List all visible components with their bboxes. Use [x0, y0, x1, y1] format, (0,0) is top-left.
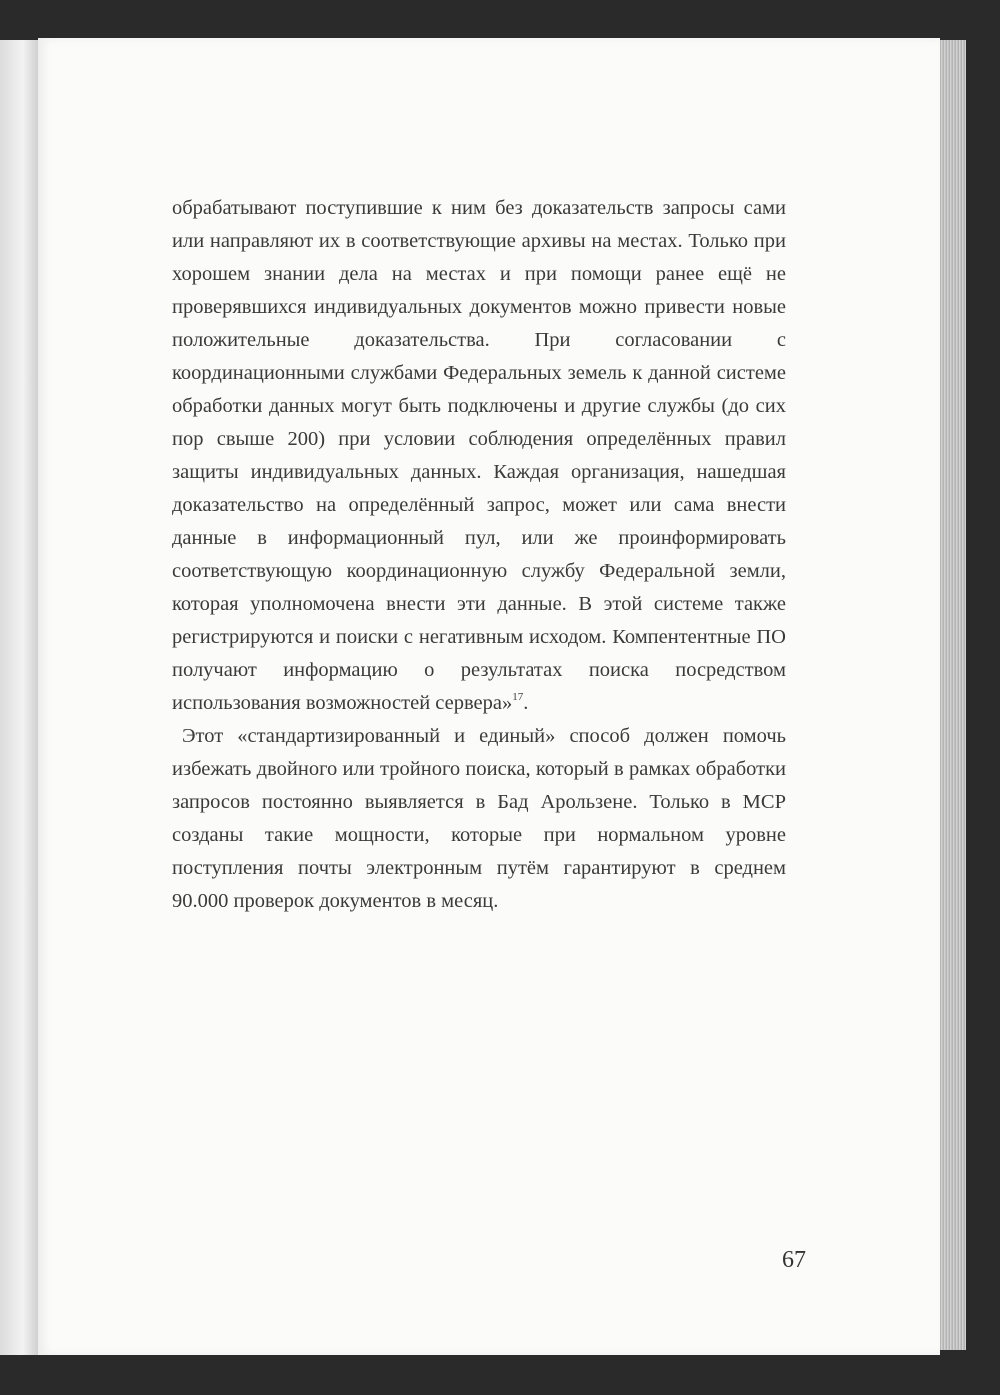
paragraph: Этот «стандартизированный и единый» способ должен помочь избежать двойного или тройного поиска, который в рамках обработки запросов постоянно выявляется в Бад Арользене. Только в МСР созданы такие мощности, которые при нормальном уровне поступления почты электронным путём гарантируют в среднем 90.000 проверок документов в месяц.: [172, 725, 786, 912]
paragraph-text: обрабатывают поступившие к ним без доказательств запросы сами или направляют их в соответствующие архивы на местах. Только при хорошем знании дела на местах и при помощи ранее ещё не проверявшихся индивидуальных документов можно привести новые положительные доказательства. При согласовании с координационными службами Федеральных земель к данной системе обработки данных могут быть подключены и другие службы (до сих пор свыше 200) при условии соблюдения определённых правил защиты индивидуальных данных. Каждая организация, нашедшая доказательство на определённый запрос, может или сама внести данные в информационный пул, или же проинформировать соответствующую координационную службу Федеральной земли, которая уполномочена внести эти данные. В этой системе также регистрируются и поиски с негативным исходом. Компентентные ПО получают информацию о результатах поиска посредством использования возможностей сервера»: [172, 197, 786, 714]
book-page: [38, 38, 940, 1355]
paragraph-continued: [172, 192, 786, 720]
body-text: [172, 192, 786, 918]
paragraph-tail: .: [523, 692, 529, 714]
footnote-marker: 17: [512, 691, 524, 703]
page-number: 67: [782, 1247, 806, 1273]
left-page-edge: [0, 40, 38, 1355]
book-page-edges: [938, 40, 966, 1350]
